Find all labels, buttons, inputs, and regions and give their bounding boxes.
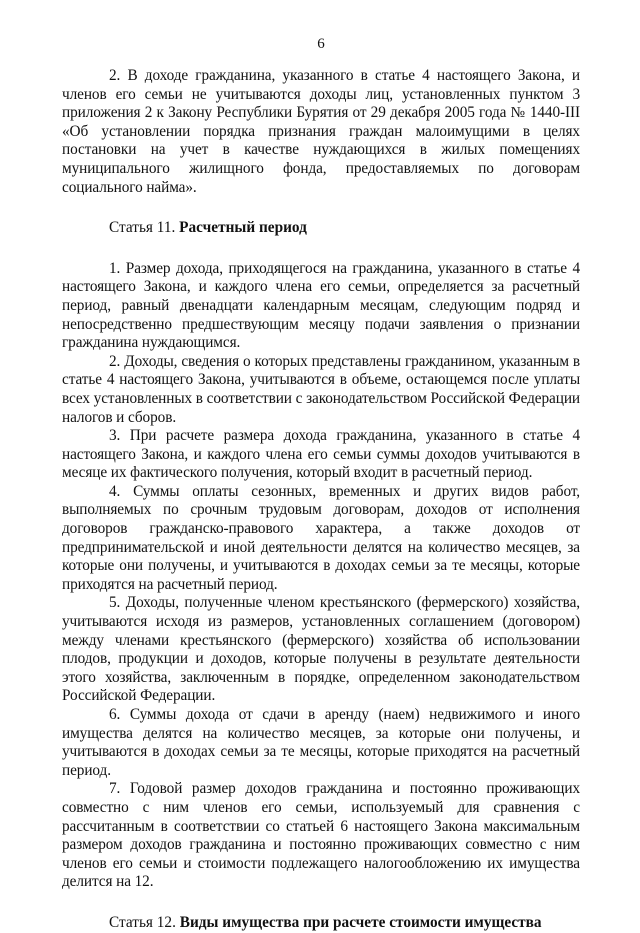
article-11-paragraph-2: 2. Доходы, сведения о которых представлены гражданином, указанным в статье 4 настоящего Закона, учитываются в объеме, остающемся после уплаты всех установленных в соответствии с законодательством Российской Федерации налогов и сборов. xyxy=(62,352,580,426)
intro-paragraph: 2. В доходе гражданина, указанного в статье 4 настоящего Закона, и членов его семьи не учитываются доходы лиц, установленных пунктом 3 приложения 2 к Закону Республики Бурятия от 29 декабря 2005 года № 1440-III «Об установлении порядка признания граждан малоимущими в целях постановки на учет в качестве нуждающихся в жилых помещениях муниципального жилищного фонда, предоставляемых по договорам социального найма». xyxy=(62,67,580,196)
article-11-title: Расчетный период xyxy=(179,219,307,237)
article-11-paragraph-1: 1. Размер дохода, приходящегося на гражданина, указанного в статье 4 настоящего Закона, и каждого члена его семьи, определяется за расчетный период, равный двенадцати календарным месяцам, следующим подряд и непосредственно предшествующим месяцу подачи заявления о признании гражданина нуждающимся. xyxy=(62,259,580,352)
article-11-prefix: Статья 11. xyxy=(109,219,176,237)
article-11-heading xyxy=(62,219,580,238)
article-11-paragraph-3: 3. При расчете размера дохода гражданина, указанного в статье 4 настоящего Закона, и каждого члена его семьи суммы доходов учитываются в месяце их фактического получения, который входит в расчетный период. xyxy=(62,427,580,482)
page-number: 6 xyxy=(317,36,325,52)
article-12-prefix: Статья 12. xyxy=(109,913,176,931)
article-11-paragraph-4: 4. Суммы оплаты сезонных, временных и других видов работ, выполняемых по срочным трудовым договорам, доходов от исполнения договоров гражданско-правового характера, а также доходов от предпринимательской и иной деятельности делятся на количество месяцев, за которые они получены, и учитываются в доходах семьи за те месяцы, которые приходятся на расчетный период. xyxy=(62,482,580,593)
article-11-paragraph-6: 6. Суммы дохода от сдачи в аренду (наем) недвижимого и иного имущества делятся на количество месяцев, за которые они получены, и учитываются в доходах семьи за те месяцы, которые приходятся на расчетный период. xyxy=(62,706,580,779)
article-12-heading xyxy=(62,914,580,933)
article-12-title: Виды имущества при расчете стоимости имущества xyxy=(179,913,542,931)
article-11-paragraph-5: 5. Доходы, полученные членом крестьянского (фермерского) хозяйства, учитываются исходя из размеров, установленных соглашением (договором) между членами крестьянского (фермерского) хозяйства об использовании плодов, продукции и доходов, которые получены в результате деятельности этого хозяйства, заключенным в порядке, определенном законодательством Российской Федерации. xyxy=(62,594,580,705)
article-11-paragraph-7: 7. Годовой размер доходов гражданина и постоянно проживающих совместно с ним членов его семьи, используемый для сравнения с рассчитанным в соответствии со статьей 6 настоящего Закона максимальным размером доходов гражданина и постоянно проживающих совместно с ним членов его семьи и стоимости подлежащего налогообложению их имущества делится на 12. xyxy=(62,780,580,891)
